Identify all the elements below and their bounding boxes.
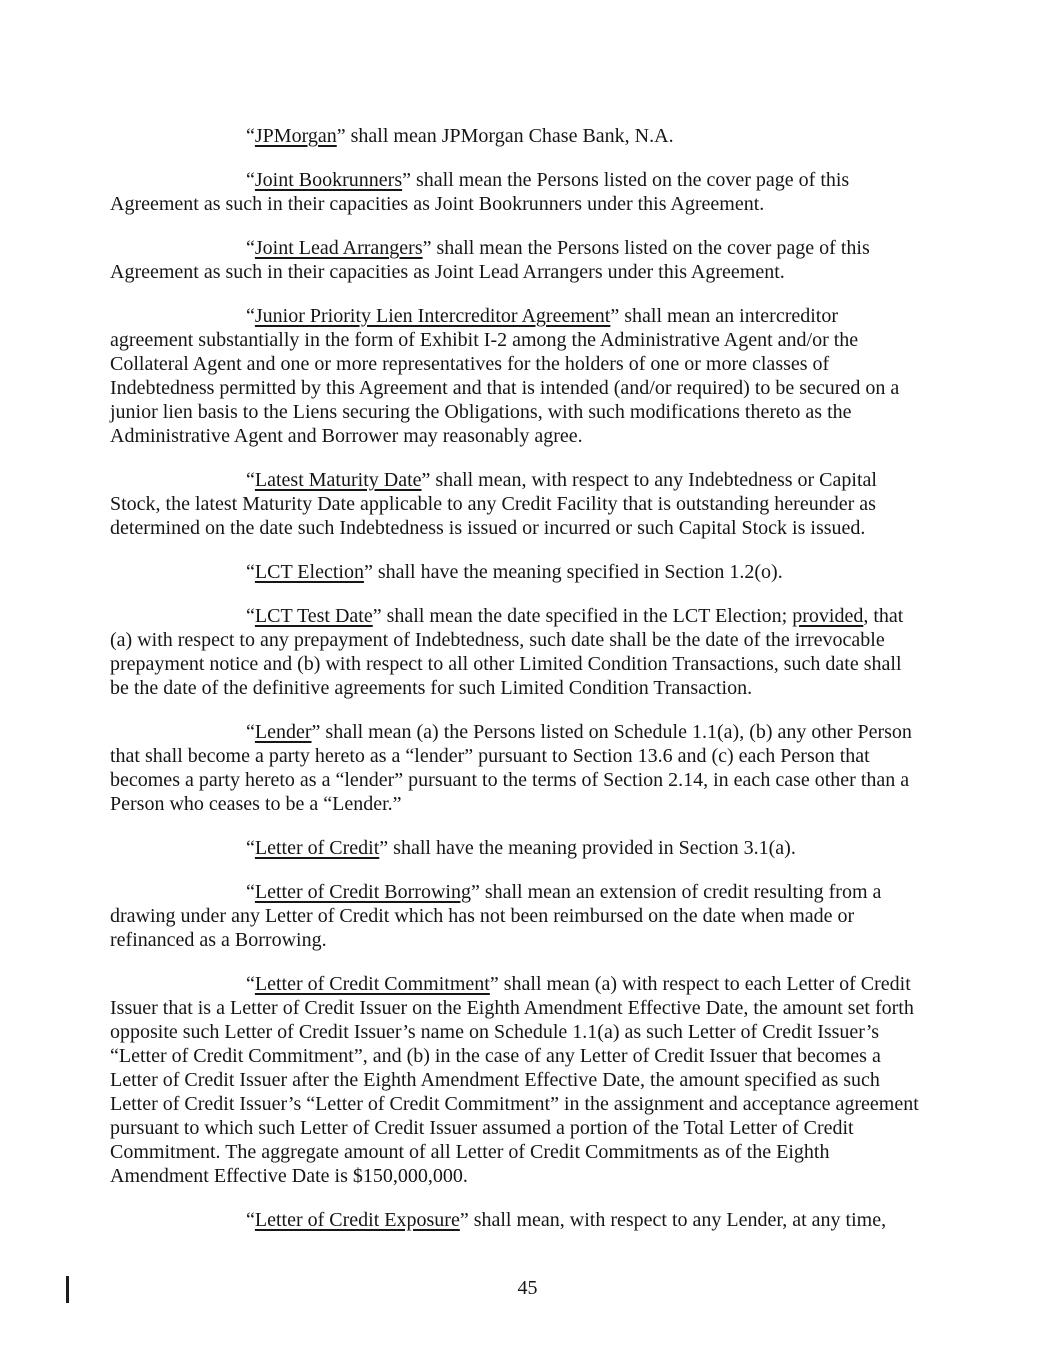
paragraph xyxy=(110,604,925,700)
paragraph xyxy=(110,972,925,1188)
text-run: “ xyxy=(246,237,255,259)
text-run: “ xyxy=(246,1209,255,1231)
text-run: ” shall mean the Persons listed on the cover page of this Agreement as such in their capacities as Joint Lead Arrangers under this Agreement. xyxy=(110,237,870,283)
text-run: ” shall mean an intercreditor agreement substantially in the form of Exhibit I-2 among the Administrative Agent and/or the Collateral Agent and one or more representatives for the holders of one or more classes of Indebtedness permitted by this Agreement and that is intended (and/or required) to be secured on a junior lien basis to the Liens securing the Obligations, with such modifications thereto as the Administrative Agent and Borrower may reasonably agree. xyxy=(110,305,900,447)
defined-term: Joint Bookrunners xyxy=(254,169,403,191)
text-run: , that (a) with respect to any prepayment of Indebtedness, such date shall be the date of the irrevocable prepayment notice and (b) with respect to all other Limited Condition Transactions, such date shall be the date of the definitive agreements for such Limited Condition Transaction. xyxy=(110,605,904,699)
paragraph xyxy=(110,836,925,860)
text-run: ” shall mean (a) with respect to each Letter of Credit Issuer that is a Letter of Credit Issuer on the Eighth Amendment Effective Date, the amount set forth opposite such Letter of Credit Issuer’s name on Schedule 1.1(a) as such Letter of Credit Issuer’s “Letter of Credit Commitment”, and (b) in the case of any Letter of Credit Issuer that becomes a Letter of Credit Issuer after the Eighth Amendment Effective Date, the amount specified as such Letter of Credit Issuer’s “Letter of Credit Commitment” in the assignment and acceptance agreement pursuant to which such Letter of Credit Issuer assumed a portion of the Total Letter of Credit Commitment. The aggregate amount of all Letter of Credit Commitments as of the Eighth Amendment Effective Date is $150,000,000. xyxy=(110,973,919,1187)
defined-term: Letter of Credit Borrowing xyxy=(254,881,471,903)
text-run: ” shall have the meaning provided in Section 3.1(a). xyxy=(379,837,796,859)
paragraph xyxy=(110,560,925,584)
text-run: ” shall mean (a) the Persons listed on Schedule 1.1(a), (b) any other Person that shall become a party hereto as a “lender” pursuant to Section 13.6 and (c) each Person that becomes a party hereto as a “lender” pursuant to the terms of Section 2.14, in each case other than a Person who ceases to be a “Lender.” xyxy=(110,721,912,815)
page-number: 45 xyxy=(517,1277,538,1299)
text-run: “ xyxy=(246,305,255,327)
text-run: ” shall mean the Persons listed on the cover page of this Agreement as such in their capacities as Joint Bookrunners under this Agreement. xyxy=(110,169,850,215)
paragraph xyxy=(110,124,925,148)
paragraph xyxy=(110,304,925,448)
paragraph xyxy=(110,236,925,284)
text-run: ” shall mean, with respect to any Lender, at any time, xyxy=(459,1209,887,1231)
text-run: ” shall mean the date specified in the LCT Election; xyxy=(372,605,793,627)
text-run: “ xyxy=(246,561,255,583)
paragraph xyxy=(110,720,925,816)
defined-term: Latest Maturity Date xyxy=(254,469,422,491)
text-run: “ xyxy=(246,837,255,859)
defined-term: Joint Lead Arrangers xyxy=(254,237,423,259)
text-run: “ xyxy=(246,469,255,491)
defined-term: provided xyxy=(792,605,864,627)
defined-term: Junior Priority Lien Intercreditor Agreement xyxy=(254,305,611,327)
paragraph xyxy=(110,1208,925,1232)
text-run: ” shall mean JPMorgan Chase Bank, N.A. xyxy=(336,125,674,147)
text-run: ” shall mean, with respect to any Indebtedness or Capital Stock, the latest Maturity Date applicable to any Credit Facility that is outstanding hereunder as determined on the date such Indebtedness is issued or incurred or such Capital Stock is issued. xyxy=(110,469,877,539)
defined-term: Letter of Credit Exposure xyxy=(254,1209,460,1231)
paragraph xyxy=(110,468,925,540)
page-footer xyxy=(0,1276,1055,1300)
text-run: “ xyxy=(246,125,255,147)
defined-term: JPMorgan xyxy=(254,125,337,147)
text-run: “ xyxy=(246,721,255,743)
text-run: “ xyxy=(246,605,255,627)
text-run: “ xyxy=(246,169,255,191)
text-run: ” shall have the meaning specified in Section 1.2(o). xyxy=(363,561,783,583)
paragraph xyxy=(110,168,925,216)
text-run: “ xyxy=(246,973,255,995)
defined-term: LCT Test Date xyxy=(254,605,373,627)
document-body xyxy=(110,124,925,1252)
defined-term: Lender xyxy=(254,721,312,743)
text-run: ” shall mean an extension of credit resulting from a drawing under any Letter of Credit which has not been reimbursed on the date when made or refinanced as a Borrowing. xyxy=(110,881,882,951)
defined-term: Letter of Credit xyxy=(254,837,380,859)
paragraph xyxy=(110,880,925,952)
text-run: “ xyxy=(246,881,255,903)
defined-term: LCT Election xyxy=(254,561,364,583)
defined-term: Letter of Credit Commitment xyxy=(254,973,490,995)
